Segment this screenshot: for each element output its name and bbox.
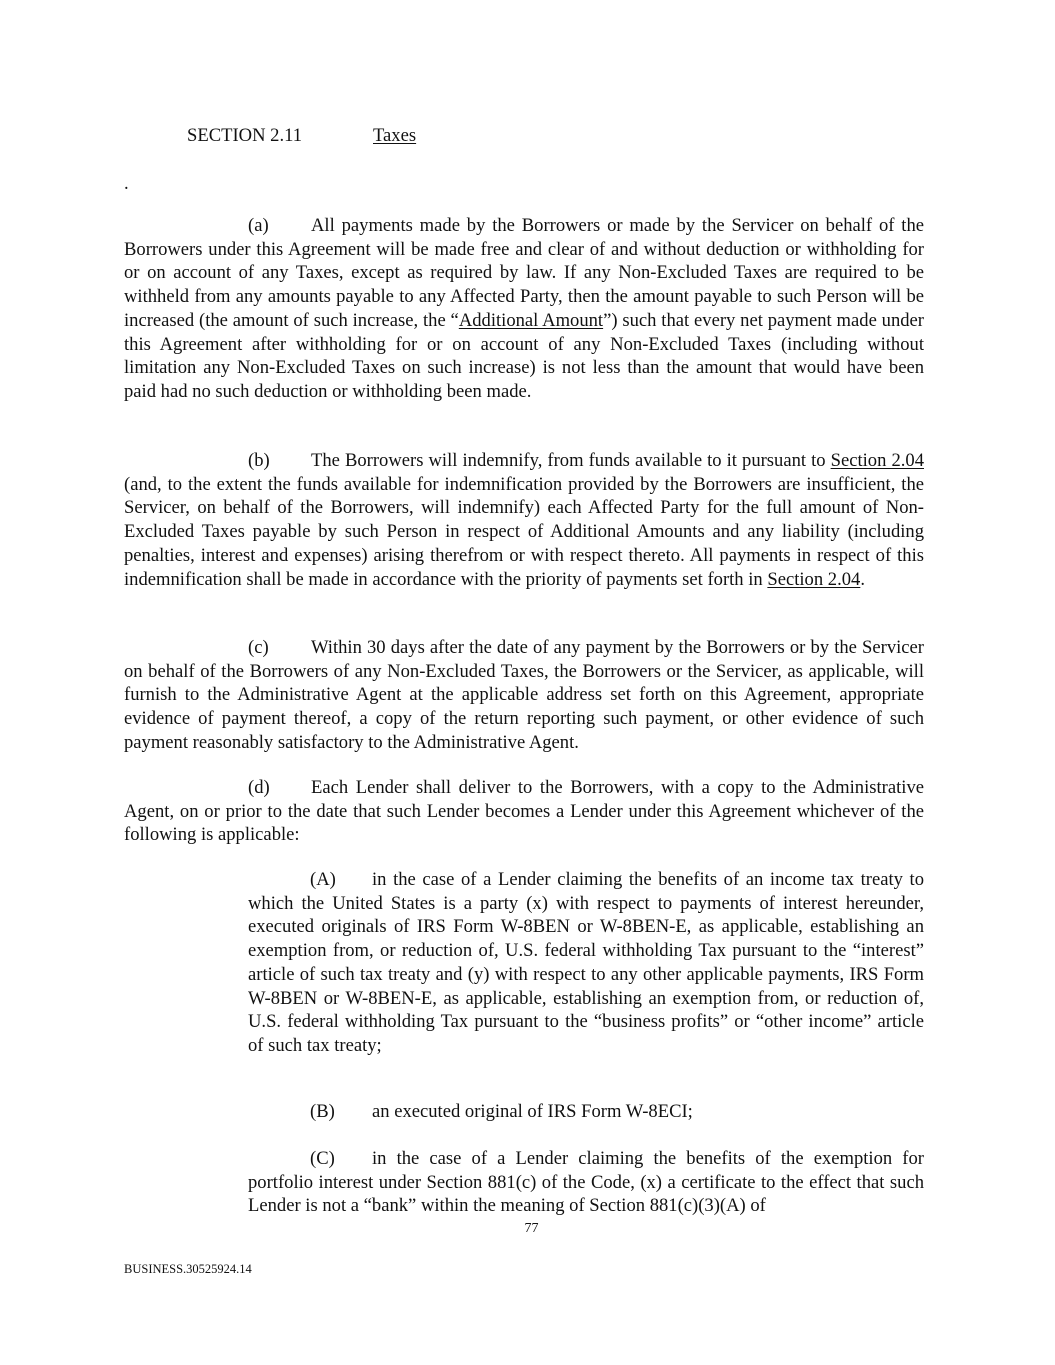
stray-period-mark: . — [124, 173, 129, 194]
paragraph-a — [124, 214, 924, 404]
subparagraph-A — [248, 868, 924, 1058]
paragraph-c-label: (c) — [248, 637, 269, 658]
paragraph-d-text: Each Lender shall deliver to the Borrowers, with a copy to the Administrative Agent, on or prior to the date that such Lender becomes a Lender under this Agreement whichever of the following is applicable: — [124, 777, 924, 846]
section-reference-2-04: Section 2.04 — [830, 450, 924, 471]
page-number: 77 — [524, 1221, 539, 1236]
paragraph-c-text: Within 30 days after the date of any payment by the Borrowers or by the Servicer on behalf of the Borrowers of any Non-Excluded Taxes, the Borrowers or the Servicer, as applicable, will furnish to the Administrative Agent at the applicable address set forth on this Agreement, appropriate evidence of payment thereof, a copy of the return reporting such payment, or other evidence of such payment reasonably satisfactory to the Administrative Agent. — [124, 637, 924, 753]
subparagraph-A-text: in the case of a Lender claiming the benefits of an income tax treaty to which the United States is a party (x) with respect to payments of interest hereunder, executed originals of IRS Form W-8BEN or W-8BEN-E, as applicable, establishing an exemption from, or reduction of, U.S. federal withholding Tax pursuant to the “interest” article of such tax treaty and (y) with respect to any other applicable payments, IRS Form W-8BEN or W-8BEN-E, as applicable, establishing an exemption from, or reduction of, U.S. federal withholding Tax pursuant to the “business profits” or “other income” article of such tax treaty; — [248, 869, 924, 1056]
document-id: BUSINESS.30525924.14 — [124, 1262, 252, 1276]
paragraph-a-label: (a) — [248, 215, 269, 236]
subparagraph-B-text: an executed original of IRS Form W-8ECI; — [372, 1101, 693, 1122]
paragraph-b-label: (b) — [248, 450, 270, 471]
section-number: SECTION 2.11 — [187, 125, 303, 146]
subparagraph-C — [248, 1147, 924, 1218]
subparagraph-C-text: in the case of a Lender claiming the benefits of the exemption for portfolio interest under Section 881(c) of the Code, (x) a certificate to the effect that such Lender is not a “bank” within the meaning of Section 881(c)(3)(A) of — [248, 1148, 924, 1217]
paragraph-c — [124, 636, 924, 755]
subparagraph-B-label: (B) — [310, 1101, 335, 1122]
section-title: Taxes — [373, 125, 417, 146]
paragraph-b — [124, 449, 924, 591]
subparagraph-A-label: (A) — [310, 869, 336, 890]
paragraph-d — [124, 776, 924, 847]
paragraph-b-text-3: . — [860, 568, 865, 590]
paragraph-d-label: (d) — [248, 777, 270, 798]
section-reference-2-04-second: Section 2.04 — [767, 568, 861, 590]
paragraph-a-text-2: ”) such that every net payment made under this Agreement after withholding for or on account of any Non-Excluded Taxes (including without limitation any Non-Excluded Taxes on such increase) is not less than the amount that would have been paid had no such deduction or withholding been made. — [124, 309, 924, 402]
defined-term-additional-amount: Additional Amount — [458, 309, 604, 331]
section-heading — [187, 124, 416, 148]
subparagraph-C-label: (C) — [310, 1148, 335, 1169]
paragraph-b-text-1: The Borrowers will indemnify, from funds available to it pursuant to — [311, 450, 831, 471]
paragraph-b-text-2: (and, to the extent the funds available for indemnification provided by the Borrowers are insufficient, the Servicer, on behalf of the Borrowers, will indemnify) each Affected Party for the full amount of Non-Excluded Taxes payable by such Person in respect of Additional Amounts and any liability (including penalties, interest and expenses) arising therefrom or with respect thereto. All payments in respect of this indemnification shall be made in accordance with the priority of payments set forth in — [124, 473, 924, 590]
paragraph-a-text-1: All payments made by the Borrowers or made by the Servicer on behalf of the Borrowers under this Agreement will be made free and clear of and without deduction or withholding for or on account of any Taxes, except as required by law. If any Non-Excluded Taxes are required to be withheld from any amounts payable to any Affected Party, then the amount payable to such Person will be increased (the amount of such increase, the “ — [124, 215, 924, 331]
subparagraph-B — [248, 1100, 924, 1124]
